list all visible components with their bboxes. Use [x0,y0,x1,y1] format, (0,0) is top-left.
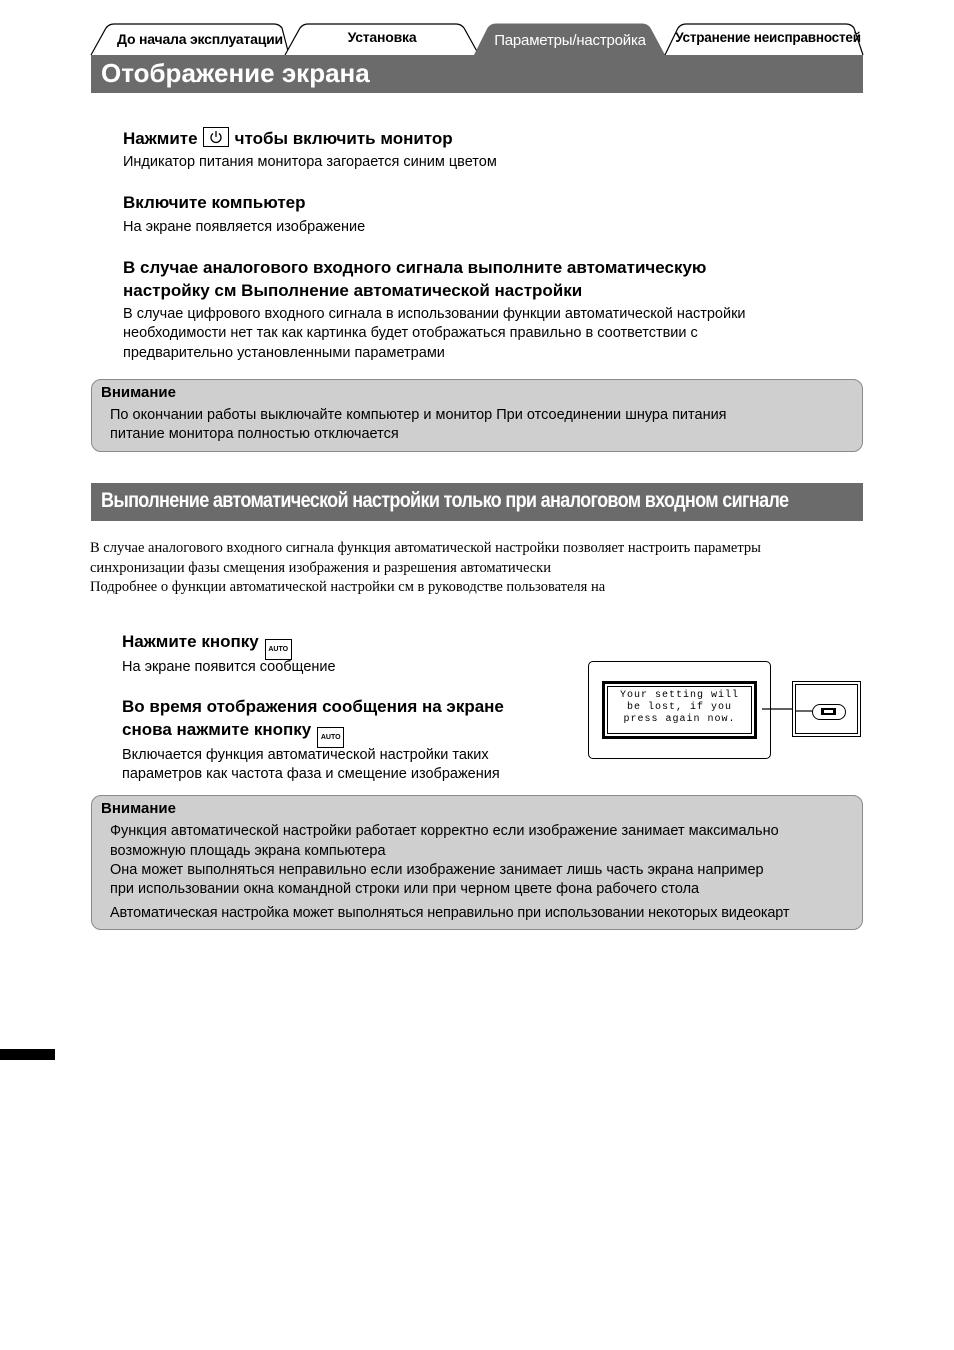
section-header [91,483,863,521]
step-title-text: Нажмите кнопку [122,632,259,651]
step-title [122,720,344,748]
note-line: Автоматическая настройка может выполняться неправильно при использовании некоторых видеокарт [110,905,790,921]
section-header [91,55,863,93]
step-description: В случае цифрового входного сигнала в использовании функции автоматической настройки [123,306,746,322]
auto-button-icon: AUTO [265,639,292,660]
tab-label: Установка [347,29,417,45]
power-icon [209,130,223,144]
step-description: параметров как частота фаза и смещение изображения [122,766,500,782]
step-description: необходимости нет так как картинка будет отображаться правильно в соответствии с [123,325,698,341]
monitor-illustration [588,661,771,759]
button-panel-frame [795,684,858,734]
tab-installation[interactable] [284,23,480,56]
tab-settings[interactable] [474,23,666,56]
attention-note [91,795,863,930]
step-description: предварительно установленными параметрами [123,345,445,361]
connector-line [762,707,792,711]
step-description: Включается функция автоматической настройки таких [122,747,489,763]
power-button-box [203,127,229,147]
osd-text: press again now. [623,714,736,725]
step-description: На экране появляется изображение [123,219,366,235]
step-description: Индикатор питания монитора загорается синим цветом [123,154,497,170]
intro-paragraph: Подробнее о функции автоматической настройки см в руководстве пользователя на [90,579,606,595]
intro-paragraph: синхронизации фазы смещения изображения и разрешения автоматически [90,560,551,576]
step-title [122,632,292,660]
chapter-tabs [90,20,864,56]
tab-label: До начала эксплуатации [117,31,283,47]
osd-frame [607,686,752,734]
osd-message-box [602,681,757,739]
language-edge-marker [0,1049,55,1060]
connector-line [796,709,812,713]
tab-troubleshooting[interactable] [664,23,864,56]
step-title: Включите компьютер [123,193,306,212]
step-title: В случае аналогового входного сигнала выполните автоматическую [123,258,707,277]
button-led [821,708,836,715]
button-panel-illustration [792,681,861,737]
step-description: На экране появится сообщение [122,659,336,675]
osd-text: Your setting will [619,690,740,701]
step-title: настройку см Выполнение автоматической настройки [123,281,583,300]
section-title: Выполнение автоматической настройки только при аналоговом входном сигнале [101,489,789,512]
note-line: при использовании окна командной строки или при черном цвете фона рабочего стола [110,881,700,897]
note-line: По окончании работы выключайте компьютер и монитор При отсоединении шнура питания [110,407,727,423]
step-title [123,127,453,149]
tab-label: Параметры/настройка [494,32,646,49]
intro-paragraph: В случае аналогового входного сигнала функция автоматической настройки позволяет настроить параметры [90,540,761,556]
note-line: возможную площадь экрана компьютера [110,843,386,859]
note-line: Она может выполняться неправильно если изображение занимает лишь часть экрана например [110,862,764,878]
step-title-text: снова нажмите кнопку [122,720,312,739]
step-title: Во время отображения сообщения на экране [122,697,504,716]
note-line: питание монитора полностью отключается [110,426,399,442]
note-title: Внимание [101,384,176,401]
step-title-text: чтобы включить монитор [234,129,453,148]
attention-note [91,379,863,452]
auto-button-illustration [812,704,846,720]
auto-button-icon: AUTO [317,727,344,748]
tab-before-use[interactable] [90,23,290,56]
note-title: Внимание [101,800,176,817]
step-title-text: Нажмите [123,129,198,148]
tab-label: Устранение неисправностей [675,30,861,45]
osd-text: be lost, if you [626,702,732,713]
note-line: Функция автоматической настройки работает корректно если изображение занимает максимально [110,823,779,839]
page-title: Отображение экрана [101,58,370,88]
